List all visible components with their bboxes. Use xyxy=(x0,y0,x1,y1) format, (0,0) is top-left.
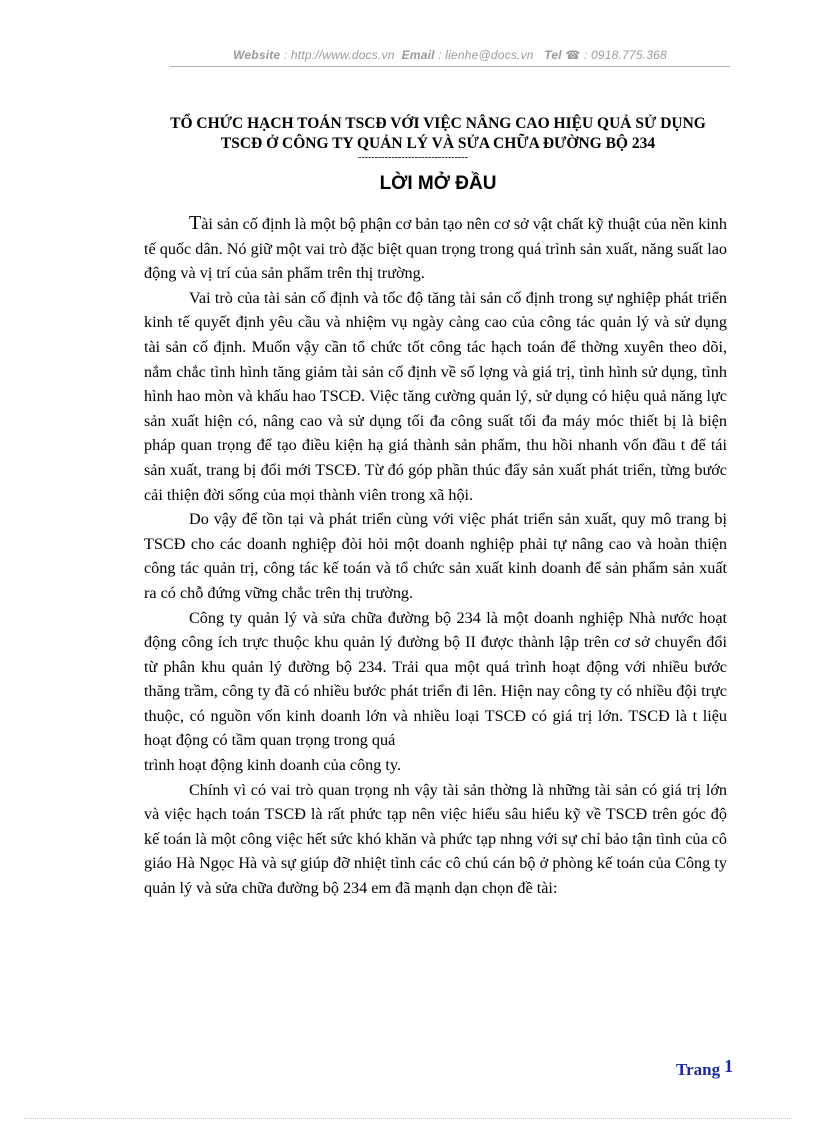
tel-value: ☎ : 0918.775.368 xyxy=(565,48,667,62)
document-title xyxy=(110,114,766,154)
section-heading: LỜI MỞ ĐẦU xyxy=(379,173,497,194)
website-label: Website xyxy=(233,48,281,62)
email-label: Email xyxy=(401,48,435,62)
paragraph-2: Vai trò của tài sản cố định và tốc độ tăng tài sản cố định trong sự nghiệp phát triển kinh tế quyết định yêu cầu và nhiệm vụ ngày càng cao của công tác quản lý và sử dụng tài sản cố định. Muốn vậy cần tổ chức tốt công tác hạch toán để thờng xuyên theo dõi, nắm chắc tình hình tăng giảm tài sản cố định về số lợng và giá trị, tình hình sử dụng, tình hình hao mòn và khấu hao TSCĐ. Việc tăng cường quản lý, sử dụng có hiệu quả năng lực sản xuất hiện có, nâng cao và sử dụng tối đa công suất tối đa máy móc thiết bị là biện pháp quan trọng để tạo điều kiện hạ giá thành sản phẩm, thu hồi nhanh vốn đầu t để tái sản xuất, trang bị đổi mới TSCĐ. Từ đó góp phần thúc đẩy sản xuất phát triển, từng bước cải thiện đời sống của mọi thành viên trong xã hội. xyxy=(144,288,727,504)
title-line-2: TSCĐ Ở CÔNG TY QUẢN LÝ VÀ SỬA CHỮA ĐƯỜNG BỘ 234 xyxy=(220,135,656,152)
page-label: Trang xyxy=(676,1060,721,1079)
paragraph-1-text: ài sản cố định là một bộ phận cơ bản tạo nên cơ sở vật chất kỹ thuật của nền kinh tế quốc dân. Nó giữ một vai trò đặc biệt quan trọng trong quá trình sản xuất, năng suất lao động và vị trí của sản phẩm trên thị trường. xyxy=(144,215,727,283)
paragraph-4: Công ty quản lý và sửa chữa đường bộ 234 là một doanh nghiệp Nhà nước hoạt động công ích trực thuộc khu quản lý đường bộ II được thành lập trên cơ sở chuyển đổi từ phân khu quản lý đường bộ 234. Trải qua một quá trình hoạt động với nhiều bước thăng trầm, công ty đã có nhiều bước phát triển đi lên. Hiện nay công ty có nhiều đội trực thuộc, có nguồn vốn kinh doanh lớn và nhiều loại TSCĐ có giá trị lớn. TSCĐ là t liệu hoạt động có tầm quan trọng trong quá xyxy=(144,608,727,750)
paragraph-4-tail: trình hoạt động kinh doanh của công ty. xyxy=(144,756,401,775)
page-header xyxy=(170,48,730,62)
page-number: 1 xyxy=(724,1056,734,1076)
header-divider xyxy=(170,66,730,67)
website-value: : http://www.docs.vn xyxy=(283,48,395,62)
paragraph-3: Do vậy để tồn tại và phát triển cùng với việc phát triển sản xuất, quy mô trang bị TSCĐ cho các doanh nghiệp đòi hỏi một doanh nghiệp phải tự nâng cao và hoàn thiện công tác quản trị, công tác kế toán và tổ chức sản xuất kinh doanh để sản phẩm sản xuất ra có chỗ đứng vững chắc trên thị trường. xyxy=(144,510,727,602)
drop-letter: T xyxy=(189,212,202,234)
tel-label: Tel xyxy=(544,48,562,62)
body-text xyxy=(144,211,727,901)
paragraph-1 xyxy=(144,211,727,286)
page-bottom-border xyxy=(24,1118,792,1119)
paragraph-5: Chính vì có vai trò quan trọng nh vậy tài sản thờng là những tài sản có giá trị lớn và việc hạch toán TSCĐ là rất phức tạp nên việc hiểu sâu hiểu kỹ về TSCĐ trên góc độ kế toán là một công việc hết sức khó khăn và phức tạp nhng với sự chỉ bảo tận tình của cô giáo Hà Ngọc Hà và sự giúp đỡ nhiệt tình các cô chú cán bộ ở phòng kế toán của Công ty quản lý và sửa chữa đường bộ 234 em đã mạnh dạn chọn đề tài: xyxy=(144,780,727,898)
email-value: : lienhe@docs.vn xyxy=(438,48,534,62)
title-dashes: --------------------------------- xyxy=(358,152,468,163)
title-line-1: TỔ CHỨC HẠCH TOÁN TSCĐ VỚI VIỆC NÂNG CAO HIỆU QUẢ SỬ DỤNG xyxy=(170,115,706,132)
page-number-footer xyxy=(676,1056,733,1080)
